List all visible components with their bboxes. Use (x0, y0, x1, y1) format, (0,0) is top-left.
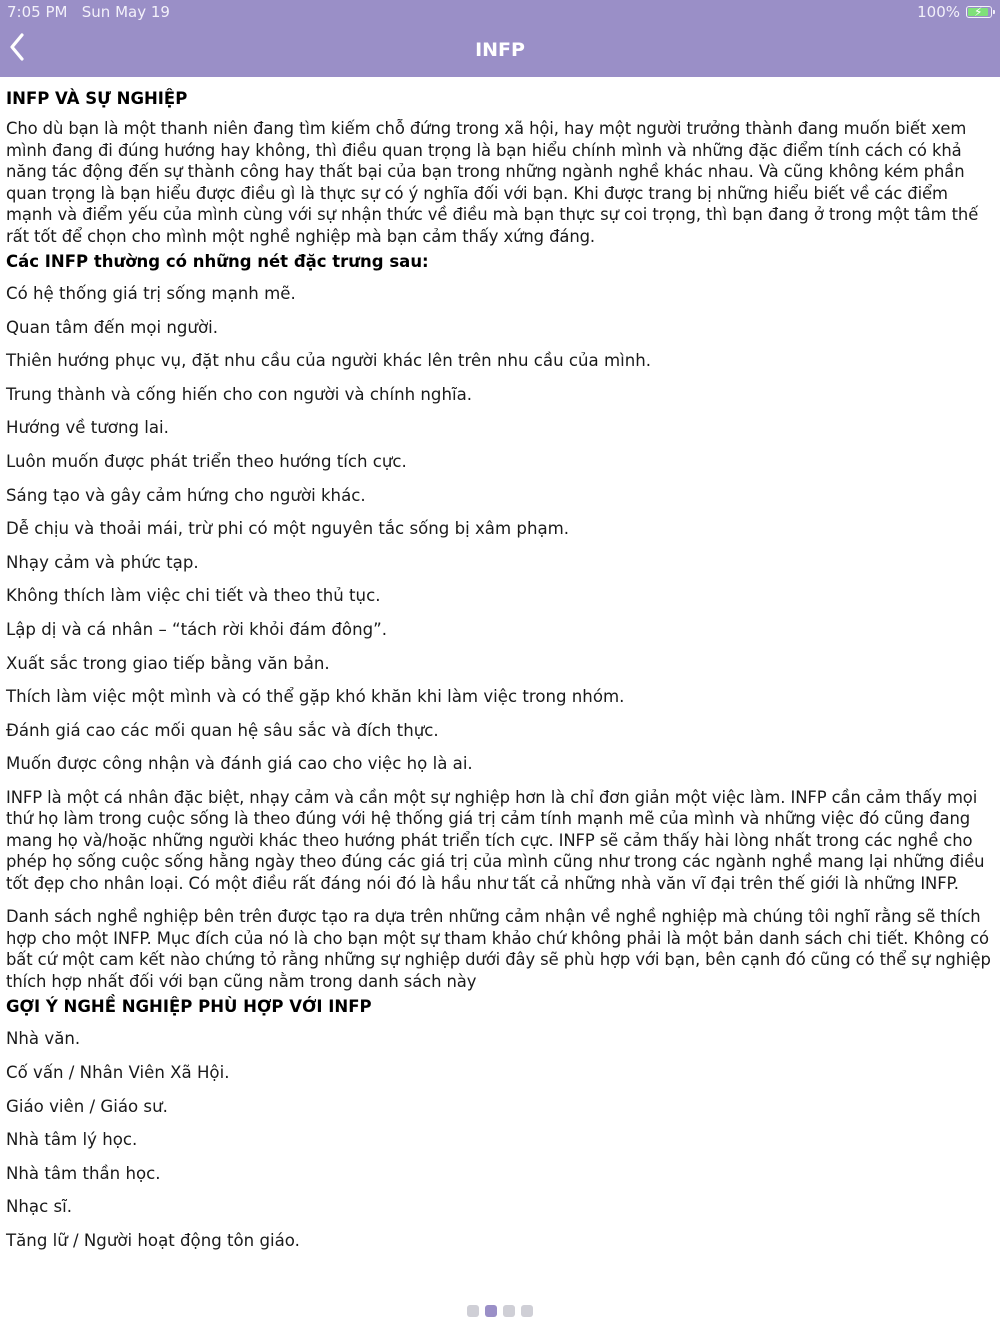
page-title: INFP (475, 39, 525, 61)
list-item: Quan tâm đến mọi người. (6, 317, 218, 337)
list-item: Lập dị và cá nhân – “tách rời khỏi đám đông”. (6, 619, 387, 639)
page-dot[interactable] (503, 1305, 515, 1317)
traits-list (6, 283, 992, 775)
list-item: Thiên hướng phục vụ, đặt nhu cầu của người khác lên trên nhu cầu của mình. (6, 351, 652, 371)
intro-paragraph: Cho dù bạn là một thanh niên đang tìm kiếm chỗ đứng trong xã hội, hay một người trưởng thành đang muốn biết xem mình đang đi đúng hướng hay không, thì điều quan trọng là bạn hiểu chính mình và những đặc điểm tính cách có khả năng tác động đến sự thành công hay thất bại của bạn trong những ngành nghề khác nhau. Và cũng không kém phần quan trọng là bạn hiểu được điều gì là thực sự có ý nghĩa đối với bạn. Khi được trang bị những hiểu biết về các điểm mạnh và điểm yếu của mình cùng với sự nhận thức về điều mà bạn thực sự coi trọng, thì bạn đang ở trong một tâm thế rất tốt để chọn cho mình một nghề nghiệp mà bạn cảm thấy xứng đáng. (6, 119, 979, 246)
status-date-text: Sun May 19 (81, 3, 170, 21)
list-item: Xuất sắc trong giao tiếp bằng văn bản. (6, 653, 330, 673)
list-item: Nhạy cảm và phức tạp. (6, 552, 199, 572)
list-item: Không thích làm việc chi tiết và theo thủ tục. (6, 586, 381, 606)
list-item: Đánh giá cao các mối quan hệ sâu sắc và đích thực. (6, 720, 439, 740)
battery-icon (966, 6, 992, 18)
list-item: Thích làm việc một mình và có thể gặp khó khăn khi làm việc trong nhóm. (6, 687, 625, 707)
list-item: Muốn được công nhận và đánh giá cao cho việc họ là ai. (6, 754, 473, 774)
page-dot[interactable] (521, 1305, 533, 1317)
navigation-header (0, 0, 1000, 77)
status-time (7, 3, 170, 21)
list-item: Hướng về tương lai. (6, 418, 169, 438)
list-item: Dễ chịu và thoải mái, trừ phi có một nguyên tắc sống bị xâm phạm. (6, 519, 570, 539)
career-paragraph: INFP là một cá nhân đặc biệt, nhạy cảm và cần một sự nghiệp hơn là chỉ đơn giản một việc làm. INFP cần cảm thấy mọi thứ họ làm trong cuộc sống là theo đúng với hệ thống giá trị cảm tính mạnh mẽ của mình và những việc đó cũng đang mang họ và/hoặc những người khác theo hướng phát triển tích cực. INFP sẽ cảm thấy hài lòng nhất trong các nghề cho phép họ sống cuộc sống hằng ngày theo đúng các giá trị của mình cũng như trong các ngành nghề mang lại những điều tốt đẹp cho nhân loại. Có một điều rất đáng nói đó là hầu như tất cả những nhà văn vĩ đại trên thế giới là những INFP. (6, 787, 985, 893)
list-item: Trung thành và cống hiến cho con người và chính nghĩa. (6, 384, 473, 404)
list-item: Nhà tâm thần học. (6, 1163, 161, 1183)
charging-bolt-icon: ⚡ (974, 5, 983, 19)
section-title: INFP VÀ SỰ NGHIỆP (6, 89, 188, 108)
list-item: Luôn muốn được phát triển theo hướng tích cực. (6, 451, 407, 471)
list-item: Nhạc sĩ. (6, 1197, 73, 1217)
battery-percentage: 100% (917, 3, 960, 21)
careers-heading: GỢI Ý NGHỀ NGHIỆP PHÙ HỢP VỚI INFP (6, 997, 372, 1017)
page-dot[interactable] (467, 1305, 479, 1317)
list-item: Nhà tâm lý học. (6, 1130, 138, 1150)
article-content (6, 88, 992, 1264)
list-item: Có hệ thống giá trị sống mạnh mẽ. (6, 284, 296, 303)
disclaimer-paragraph: Danh sách nghề nghiệp bên trên được tạo ra dựa trên những cảm nhận về nghề nghiệp mà chúng tôi nghĩ rằng sẽ thích hợp cho một INFP. Mục đích của nó là cho bạn một sự tham khảo chứ không phải là một bản danh sách chi tiết. Không có bất cứ một cam kết nào chứng tỏ rằng những sự nghiệp dưới đây sẽ phù hợp với bạn, bên cạnh đó cũng có thể sự nghiệp thích hợp nhất đối với bạn cũng nằm trong danh sách này (6, 907, 991, 991)
status-time-text: 7:05 PM (7, 3, 68, 21)
list-item: Cố vấn / Nhân Viên Xã Hội. (6, 1063, 230, 1082)
page-dot[interactable] (485, 1305, 497, 1317)
list-item: Nhà văn. (6, 1029, 81, 1049)
list-item: Tăng lữ / Người hoạt động tôn giáo. (6, 1230, 300, 1250)
page-indicator[interactable] (0, 1305, 1000, 1317)
status-right (917, 3, 992, 21)
traits-heading: Các INFP thường có những nét đặc trưng sau: (6, 252, 429, 271)
list-item: Sáng tạo và gây cảm hứng cho người khác. (6, 485, 366, 505)
careers-list (6, 1028, 992, 1252)
list-item: Giáo viên / Giáo sư. (6, 1096, 168, 1116)
